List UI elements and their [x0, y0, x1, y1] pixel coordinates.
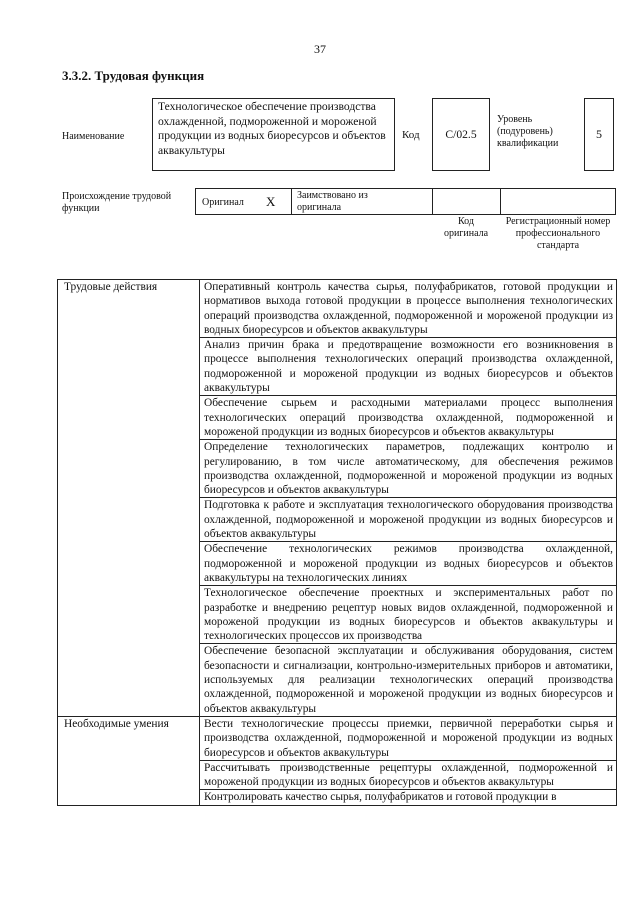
- borrowed-label: Заимствовано из оригинала: [297, 190, 368, 213]
- labor-action-item: Определение технологических параметров, подлежащих контролю и регулированию, в том числе автоматическому, для обеспечения режимов производства охлажденной, подмороженной и мороженой продукции из водных биоресурсов и объектов аквакультуры: [200, 440, 617, 498]
- level-value: 5: [584, 98, 614, 171]
- labor-action-item: Анализ причин брака и предотвращение возможности его возникновения в процессе выполнения технологических операций производства охлажденной, подмороженной и мороженой продукции из водных биоресурсов и объектов аквакультуры: [200, 338, 617, 396]
- labor-action-item: Технологическое обеспечение проектных и экспериментальных работ по разработке и внедрению рецептур новых видов охлажденной, подмороженной и мороженой продукции из водных биоресурсов и объектов аквакультуры и технологических процессов их производства: [200, 586, 617, 644]
- original-label: Оригинал: [202, 197, 244, 208]
- origin-label: Происхождение трудовой функции: [62, 191, 172, 214]
- origin-divider: [291, 188, 292, 214]
- function-table: [57, 279, 617, 806]
- table-row: [58, 280, 617, 338]
- code-value: C/02.5: [432, 98, 490, 171]
- labor-action-item: Обеспечение технологических режимов производства охлажденной, подмороженной и мороженой продукции из водных биоресурсов и объектов аквакультуры на технологических линиях: [200, 542, 617, 586]
- name-label: Наименование: [62, 131, 125, 142]
- labor-action-item: Обеспечение сырьем и расходными материалами процесс выполнения технологических операций производства охлажденной, подмороженной и мороженой продукции из водных биоресурсов и объектов аквакультуры: [200, 396, 617, 440]
- name-value: Технологическое обеспечение производства охлажденной, подмороженной и мороженой продукции из водных биоресурсов и объектов аквакультуры: [152, 98, 395, 171]
- origin-divider: [195, 188, 196, 214]
- skill-item: Контролировать качество сырья, полуфабрикатов и готовой продукции в: [200, 790, 617, 805]
- labor-action-item: Оперативный контроль качества сырья, полуфабрикатов, готовой продукции и нормативов выхода готовой продукции в процессе выполнения технологических операций производства охлажденной, подмороженной и мороженой продукции из водных биоресурсов и объектов аквакультуры: [200, 280, 617, 338]
- origin-row: [195, 188, 616, 215]
- table-row: [58, 716, 617, 760]
- required-skills-label: Необходимые умения: [58, 716, 200, 805]
- origin-divider: [615, 188, 616, 214]
- reg-number-label: Регистрационный номер профессионального стандарта: [505, 216, 611, 251]
- labor-action-item: Обеспечение безопасной эксплуатации и обслуживания оборудования, систем безопасности и сигнализации, контрольно-измерительных приборов и автоматики, используемых для реализации технологических операций производства охлажденной, подмороженной и мороженой продукции из водных биоресурсов и объектов аквакультуры: [200, 644, 617, 716]
- code-label: Код: [402, 129, 420, 141]
- section-title: 3.3.2. Трудовая функция: [62, 68, 205, 83]
- skill-item: Рассчитывать производственные рецептуры охлажденной, подмороженной и мороженой продукции из водных биоресурсов и объектов аквакультуры: [200, 760, 617, 790]
- origin-divider: [500, 188, 501, 214]
- origin-divider: [432, 188, 433, 214]
- code-original-label: Код оригинала: [443, 216, 489, 239]
- level-label: Уровень (подуровень) квалификации: [497, 114, 559, 149]
- page-number: 37: [314, 42, 326, 56]
- labor-actions-label: Трудовые действия: [58, 280, 200, 717]
- skill-item: Вести технологические процессы приемки, первичной переработки сырья и производства охлажденной, подмороженной и мороженой продукции из водных биоресурсов и объектов аквакультуры: [200, 716, 617, 760]
- original-mark: X: [266, 194, 276, 209]
- labor-action-item: Подготовка к работе и эксплуатация технологического оборудования производства охлажденной, подмороженной и мороженой продукции из водных биоресурсов и объектов аквакультуры: [200, 498, 617, 542]
